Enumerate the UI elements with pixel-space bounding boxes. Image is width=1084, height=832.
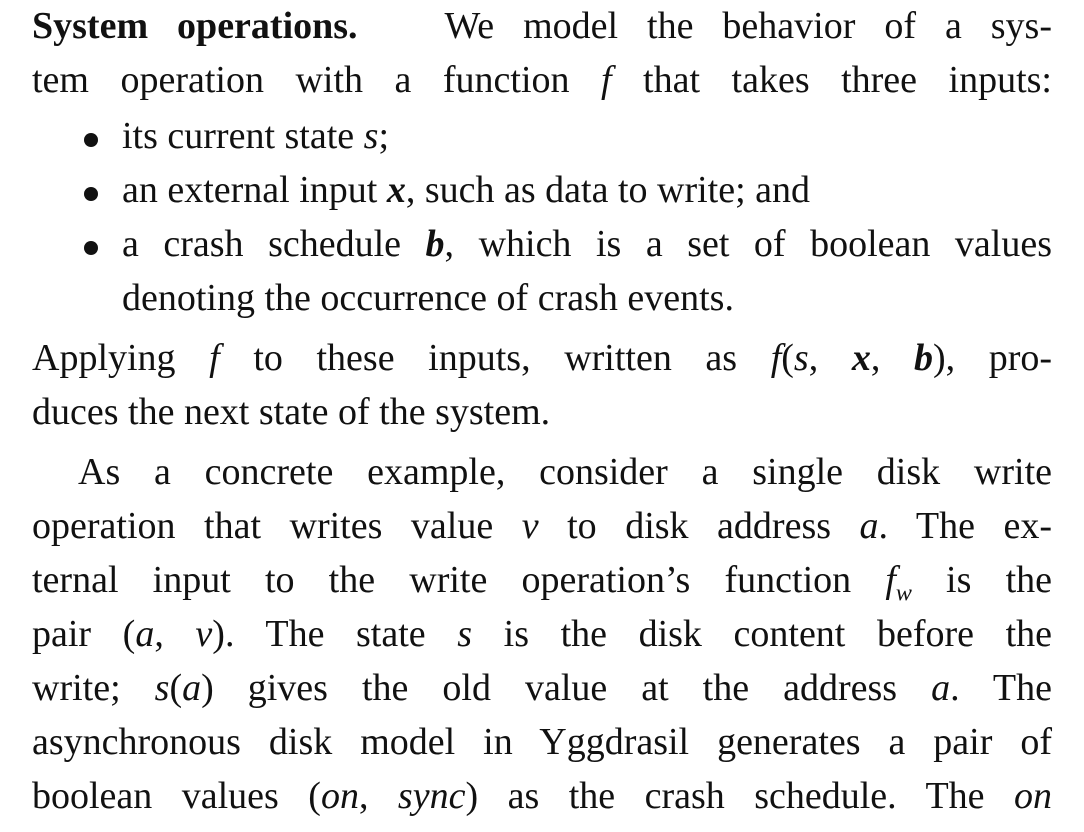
- text: operation that writes value: [32, 505, 522, 547]
- text: , which is a set of boolean values: [444, 223, 1052, 265]
- para3-line7: [32, 772, 1052, 820]
- para3-line3: [32, 556, 1052, 607]
- math-f: f: [601, 59, 612, 101]
- text: ,: [808, 337, 852, 379]
- math-f: f: [885, 559, 896, 601]
- math-s: s: [457, 613, 473, 655]
- text: ,: [870, 337, 914, 379]
- text: pair (: [32, 613, 136, 655]
- text: an external input: [122, 169, 387, 211]
- text: , such as data to write; and: [405, 169, 811, 211]
- para3-line2: [32, 502, 1052, 550]
- math-x: x: [851, 337, 871, 379]
- math-f: f: [770, 337, 782, 379]
- text: . The: [950, 667, 1052, 709]
- math-sync: sync: [397, 775, 466, 817]
- text: ,: [154, 613, 196, 655]
- math-f: f: [209, 337, 220, 379]
- text: its current state: [122, 115, 364, 157]
- para2-line2: duces the next state of the system.: [32, 391, 551, 433]
- para2-line1: [32, 334, 1052, 382]
- para1-line2: [32, 56, 1052, 104]
- text: to disk address: [538, 505, 860, 547]
- bullet-icon: [84, 187, 98, 201]
- math-a: a: [182, 667, 202, 709]
- bullet-item-1: [122, 112, 1052, 160]
- para3-line6: asynchronous disk model in Yggdrasil generates a pair of: [32, 721, 1052, 763]
- text: is the disk content before the: [472, 613, 1053, 655]
- para3-line5: [32, 664, 1052, 712]
- text: Applying: [32, 337, 210, 379]
- text: (: [781, 337, 794, 379]
- text: that takes three inputs:: [611, 59, 1052, 101]
- text: We model the behavior of a sys-: [444, 5, 1052, 47]
- text: tem operation with a function: [32, 59, 601, 101]
- math-b: b: [425, 223, 445, 265]
- math-on: on: [1014, 775, 1052, 817]
- text: ;: [378, 115, 389, 157]
- bullet-item-3-cont: denoting the occurrence of crash events.: [122, 277, 734, 319]
- text: write;: [32, 667, 155, 709]
- math-a: a: [931, 667, 951, 709]
- math-on: on: [320, 775, 359, 817]
- math-b: b: [913, 337, 933, 379]
- text: . The ex-: [878, 505, 1052, 547]
- math-v: v: [195, 613, 213, 655]
- bullet-item-3: [122, 220, 1052, 268]
- text: boolean values (: [32, 775, 321, 817]
- math-s: s: [793, 337, 809, 379]
- text: to these inputs, written as: [219, 337, 771, 379]
- text: ) as the crash schedule. The: [465, 775, 1014, 817]
- section-heading: System operations.: [32, 5, 358, 47]
- bullet-icon: [84, 241, 98, 255]
- bullet-item-2: [122, 166, 1052, 214]
- text: ) gives the old value at the address: [201, 667, 932, 709]
- math-v: v: [521, 505, 539, 547]
- text: is the: [911, 559, 1052, 601]
- para3-line1: As a concrete example, consider a single disk write: [78, 451, 1052, 493]
- para3-line4: [32, 610, 1052, 658]
- text: ), pro-: [932, 337, 1053, 379]
- math-a: a: [859, 505, 879, 547]
- text: (: [169, 667, 183, 709]
- para1-line1: [32, 2, 1052, 50]
- math-subscript-w: w: [895, 580, 912, 607]
- text: ). The state: [212, 613, 458, 655]
- text: ternal input to the write operation’s function: [32, 559, 886, 601]
- text: ,: [358, 775, 398, 817]
- text: a crash schedule: [122, 223, 426, 265]
- math-s: s: [363, 115, 379, 157]
- math-x: x: [386, 169, 406, 211]
- math-a: a: [135, 613, 155, 655]
- math-s: s: [154, 667, 170, 709]
- bullet-icon: [84, 133, 98, 147]
